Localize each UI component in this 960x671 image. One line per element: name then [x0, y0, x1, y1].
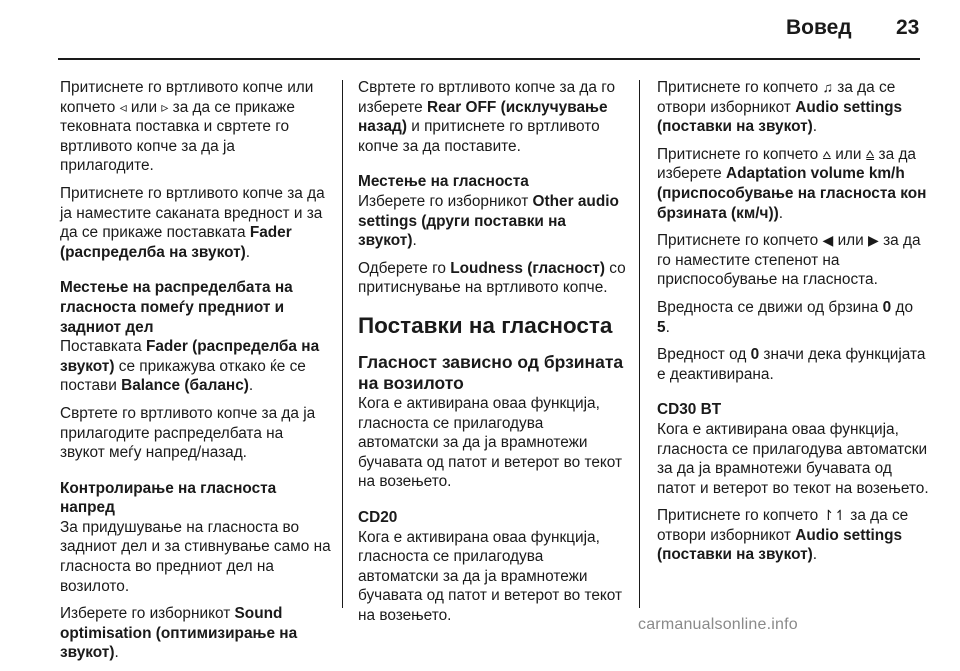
tone-icon: ↾↿ [822, 507, 846, 524]
paragraph: Кога е активирана оваа функција, гласноста се прилагодува автоматски за да ја врамнотежи бучавата од патот и ветерот во текот на возењето. [358, 394, 623, 491]
column-2 [358, 78, 626, 633]
paragraph: Притиснете го копчето ⩟ или ⩠ за да изберете Adaptation volume km/h (приспособување на гласноста кон брзината (км/ч)). [657, 145, 927, 222]
triangle-left-icon: ◀ [822, 232, 834, 249]
paragraph: Вредноста се движи од брзина 0 до 5. [657, 298, 914, 336]
paragraph: За придушување на гласноста во задниот дел и за стивнување само на гласноста во предниот дел на возилото. [60, 518, 331, 595]
paragraph: Изберете го изборникот Sound optimisation (оптимизирање на звукот). [60, 605, 298, 662]
paragraph: Притиснете го копчето ◀ или ▶ за да го наместите степенот на приспособување на гласноста. [657, 232, 921, 289]
paragraph: Притиснете го вртливото копче или копчето ◃ или ▹ за да се прикаже тековната поставка и свртете го вртливото копче за да ја прилагодите. [60, 79, 314, 175]
paragraph: Изберете го изборникот Other audio settings (други поставки на звукот). [358, 192, 619, 250]
subheading: Контролирање на гласноста напред [60, 479, 277, 517]
page-number: 23 [896, 16, 920, 39]
column-3 [657, 78, 929, 573]
header-divider [58, 58, 920, 60]
subheading: CD30 BT [657, 401, 722, 419]
section-heading: Поставки на гласноста [358, 312, 613, 338]
subsection-heading: Гласност зависно од брзината на возилото [358, 351, 624, 393]
paragraph: Поставката Fader (распределба на звукот) се прикажува откако ќе се постави Balance (баланс). [60, 338, 320, 395]
watermark: carmanualsonline.info [638, 616, 798, 633]
paragraph: Вредност од 0 значи дека функцијата е деактивирана. [657, 346, 926, 383]
paragraph: Кога е активирана оваа функција, гласноста се прилагодува автоматски за да ја врамнотежи бучавата од патот и ветерот во текот на возењето. [358, 528, 623, 624]
paragraph: Притиснете го копчето ↾↿ за да се отвори изборникот Audio settings (поставки на звукот). [657, 507, 909, 564]
page-title: Вовед [786, 16, 852, 39]
column-divider [639, 80, 640, 608]
paragraph: Одберете го Loudness (гласност) со притиснување на вртливото копче. [358, 259, 626, 297]
paragraph: Свртете го вртливото копче за да го изберете Rear OFF (исклучување назад) и притиснете го вртливото копче за да поставите. [358, 79, 616, 155]
column-divider [342, 80, 343, 608]
subheading: Местење на распределбата на гласноста помеѓу предниот и задниот дел [60, 279, 293, 336]
paragraph: Кога е активирана оваа функција, гласноста се прилагодува автоматски за да ја врамнотежи бучавата од патот и ветерот во текот на возењето. [657, 420, 929, 497]
subheading: Местење на гласноста [358, 173, 529, 191]
arrow-right-icon: ▹ [161, 98, 169, 115]
subheading: CD20 [358, 508, 398, 526]
paragraph: Притиснете го вртливото копче за да ја наместите саканата вредност и за да се прикаже поставката Fader (распределба на звукот). [60, 184, 325, 261]
column-1 [60, 78, 332, 671]
scroll-down-icon: ⩠ [865, 145, 875, 162]
music-note-icon: ♫ [822, 79, 834, 95]
scroll-up-icon: ⩟ [822, 145, 832, 162]
paragraph: Свртете го вртливото копче за да ја прилагодите распределбата на звукот меѓу напред/назад. [60, 404, 316, 462]
triangle-right-icon: ▶ [868, 232, 879, 249]
arrow-left-icon: ◃ [119, 98, 127, 115]
paragraph: Притиснете го копчето ♫ за да се отвори изборникот Audio settings (поставки на звукот). [657, 79, 903, 136]
